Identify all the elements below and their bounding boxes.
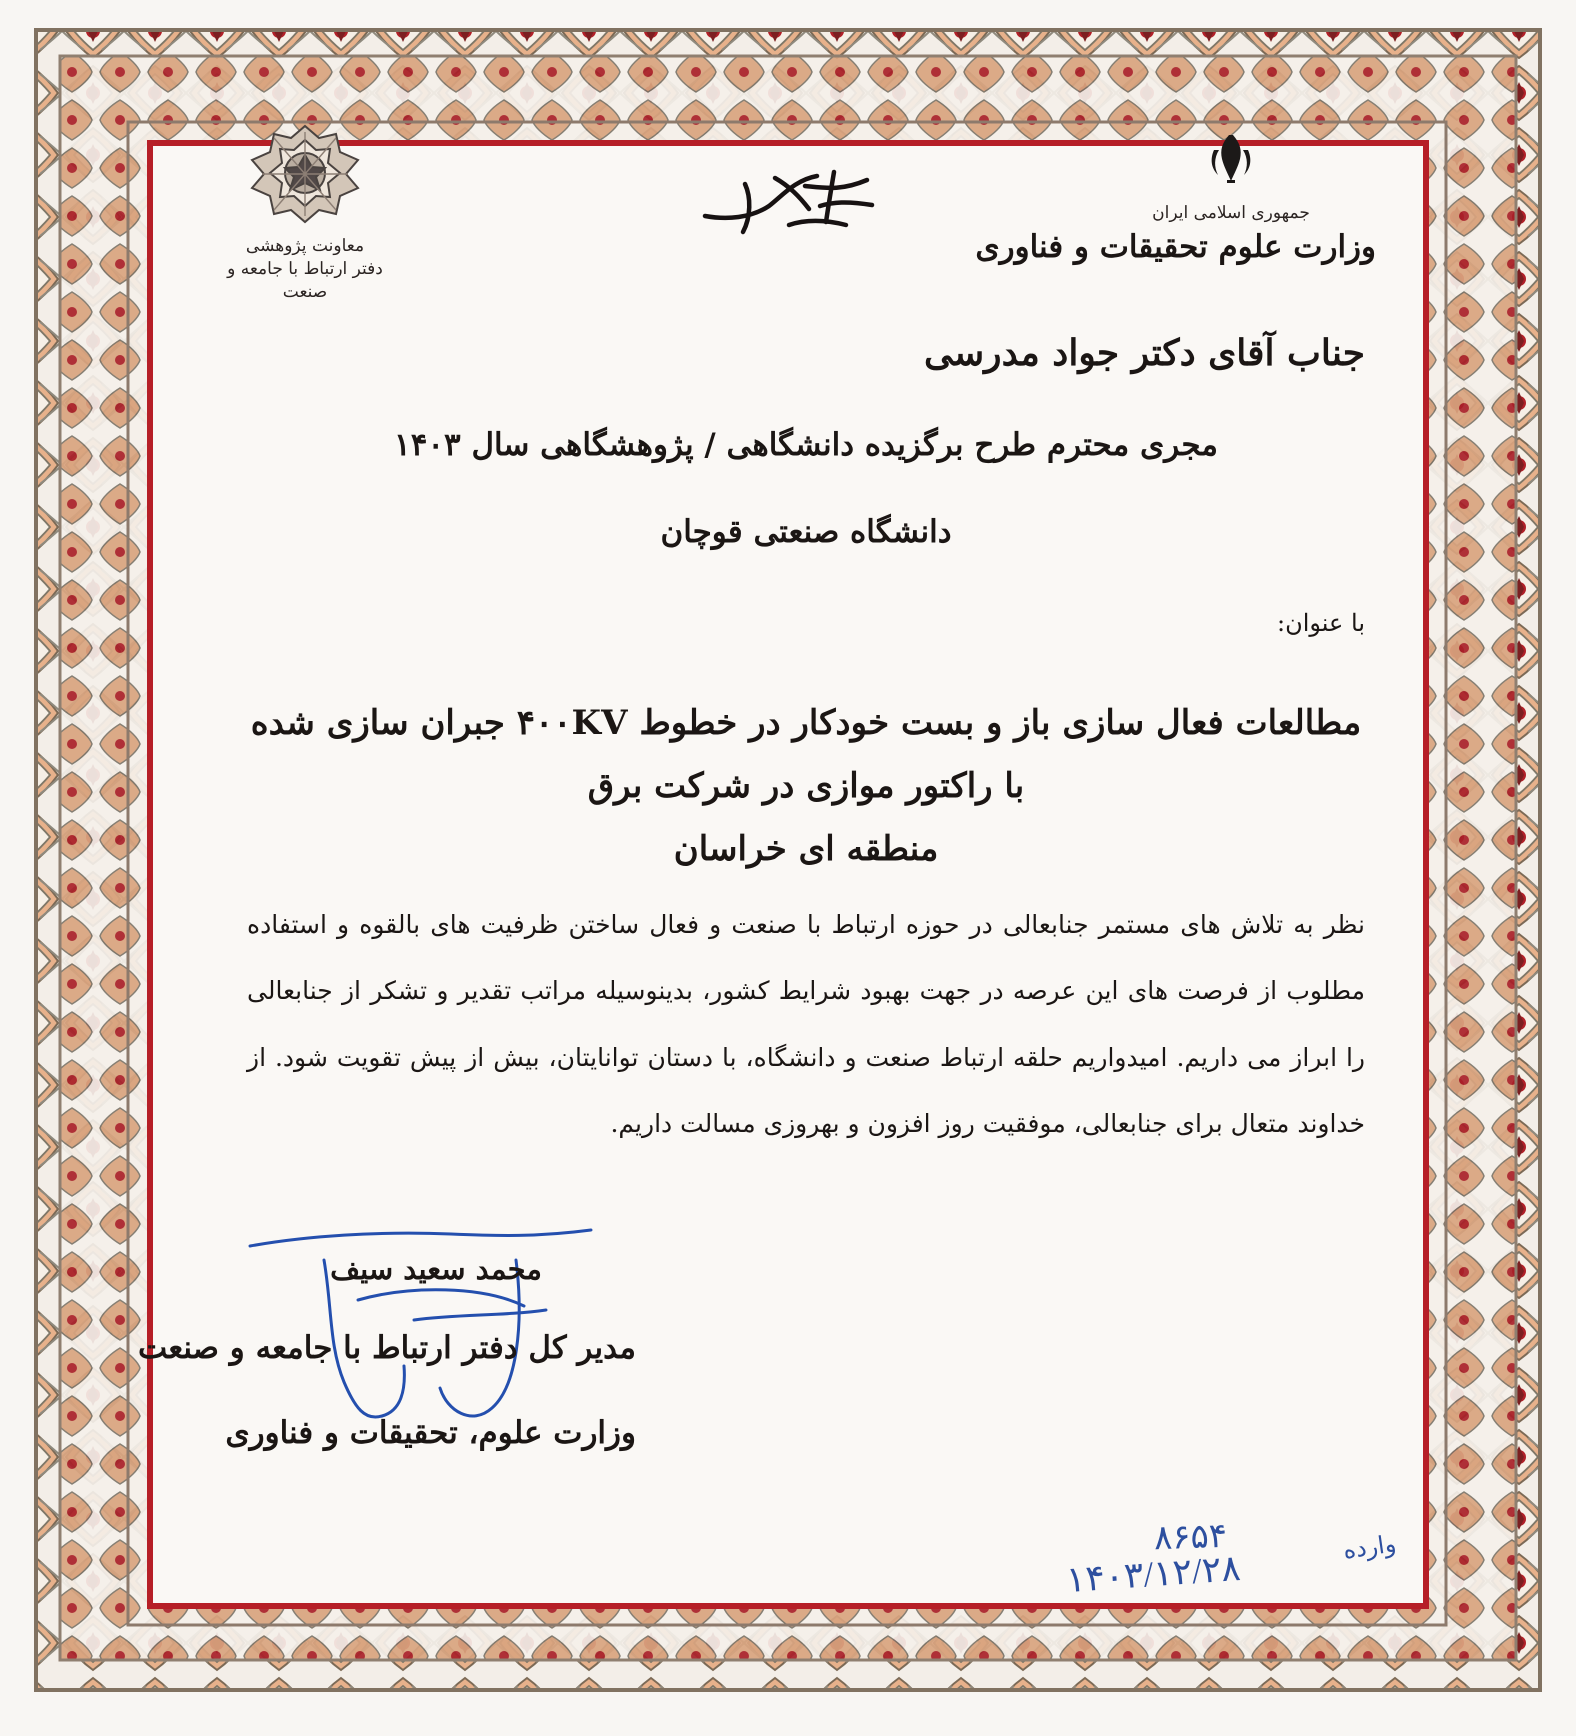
signature-block (137, 1240, 651, 1470)
basmala-calligraphy (697, 162, 885, 244)
ministry-title: وزارت علوم تحقیقات و فناوری (975, 228, 1376, 265)
signer-name: محمد سعید سیف (330, 1252, 542, 1286)
recipient-name: جناب آقای دکتر جواد مدرسی (924, 332, 1365, 374)
republic-label: جمهوری اسلامی ایران (1152, 203, 1310, 223)
research-emblem-icon (240, 120, 370, 225)
left-header (220, 120, 390, 304)
project-title (247, 692, 1365, 881)
incoming-label: وارده (1341, 1529, 1398, 1565)
research-deputy-label: معاونت پژوهشی (245, 236, 365, 256)
registration-number: ۸۶۵۴ (1153, 1517, 1228, 1558)
subject-label: با عنوان: (1277, 609, 1365, 637)
registration-date: ۱۴۰۳/۱۲/۲۸ (1064, 1547, 1242, 1601)
appreciation-paragraph: نظر به تلاش های مستمر جنابعالی در حوزه ارتباط با صنعت و فعال ساختن ظرفیت های بالقوه و استفاده مطلوب از فرصت های این عرصه در جهت بهبود شرایط کشور، بدینوسیله مراتب تقدیر و تشکر از جنابعالی را ابراز می داریم. امیدواریم حلقه ارتباط صنعت و دانشگاه، با دستان توانایتان، بیش از پیش تقویت شود. از خداوند متعال برای جنابعالی، موفقیت روز افزون و بهروزی مسالت داریم. (247, 910, 1365, 1138)
iran-emblem-icon (1204, 132, 1258, 184)
position-title: مجری محترم طرح برگزیده دانشگاهی / پژوهشگاهی سال ۱۴۰۳ (394, 427, 1218, 463)
project-title-line-2: منطقه ای خراسان (673, 828, 939, 869)
incoming-registration-note (1064, 1517, 1398, 1601)
industry-office-label: دفتر ارتباط با جامعه و صنعت (227, 258, 383, 302)
signer-title: مدیر کل دفتر ارتباط با جامعه و صنعت (137, 1330, 636, 1366)
signer-organization: وزارت علوم، تحقیقات و فناوری (225, 1415, 636, 1451)
university-name: دانشگاه صنعتی قوچان (660, 514, 952, 550)
right-header (975, 132, 1376, 265)
project-title-line-1: مطالعات فعال سازی باز و بست خودکار در خطوط ۴۰۰KV جبران سازی شده با راکتور موازی در شرکت برق (250, 703, 1362, 806)
